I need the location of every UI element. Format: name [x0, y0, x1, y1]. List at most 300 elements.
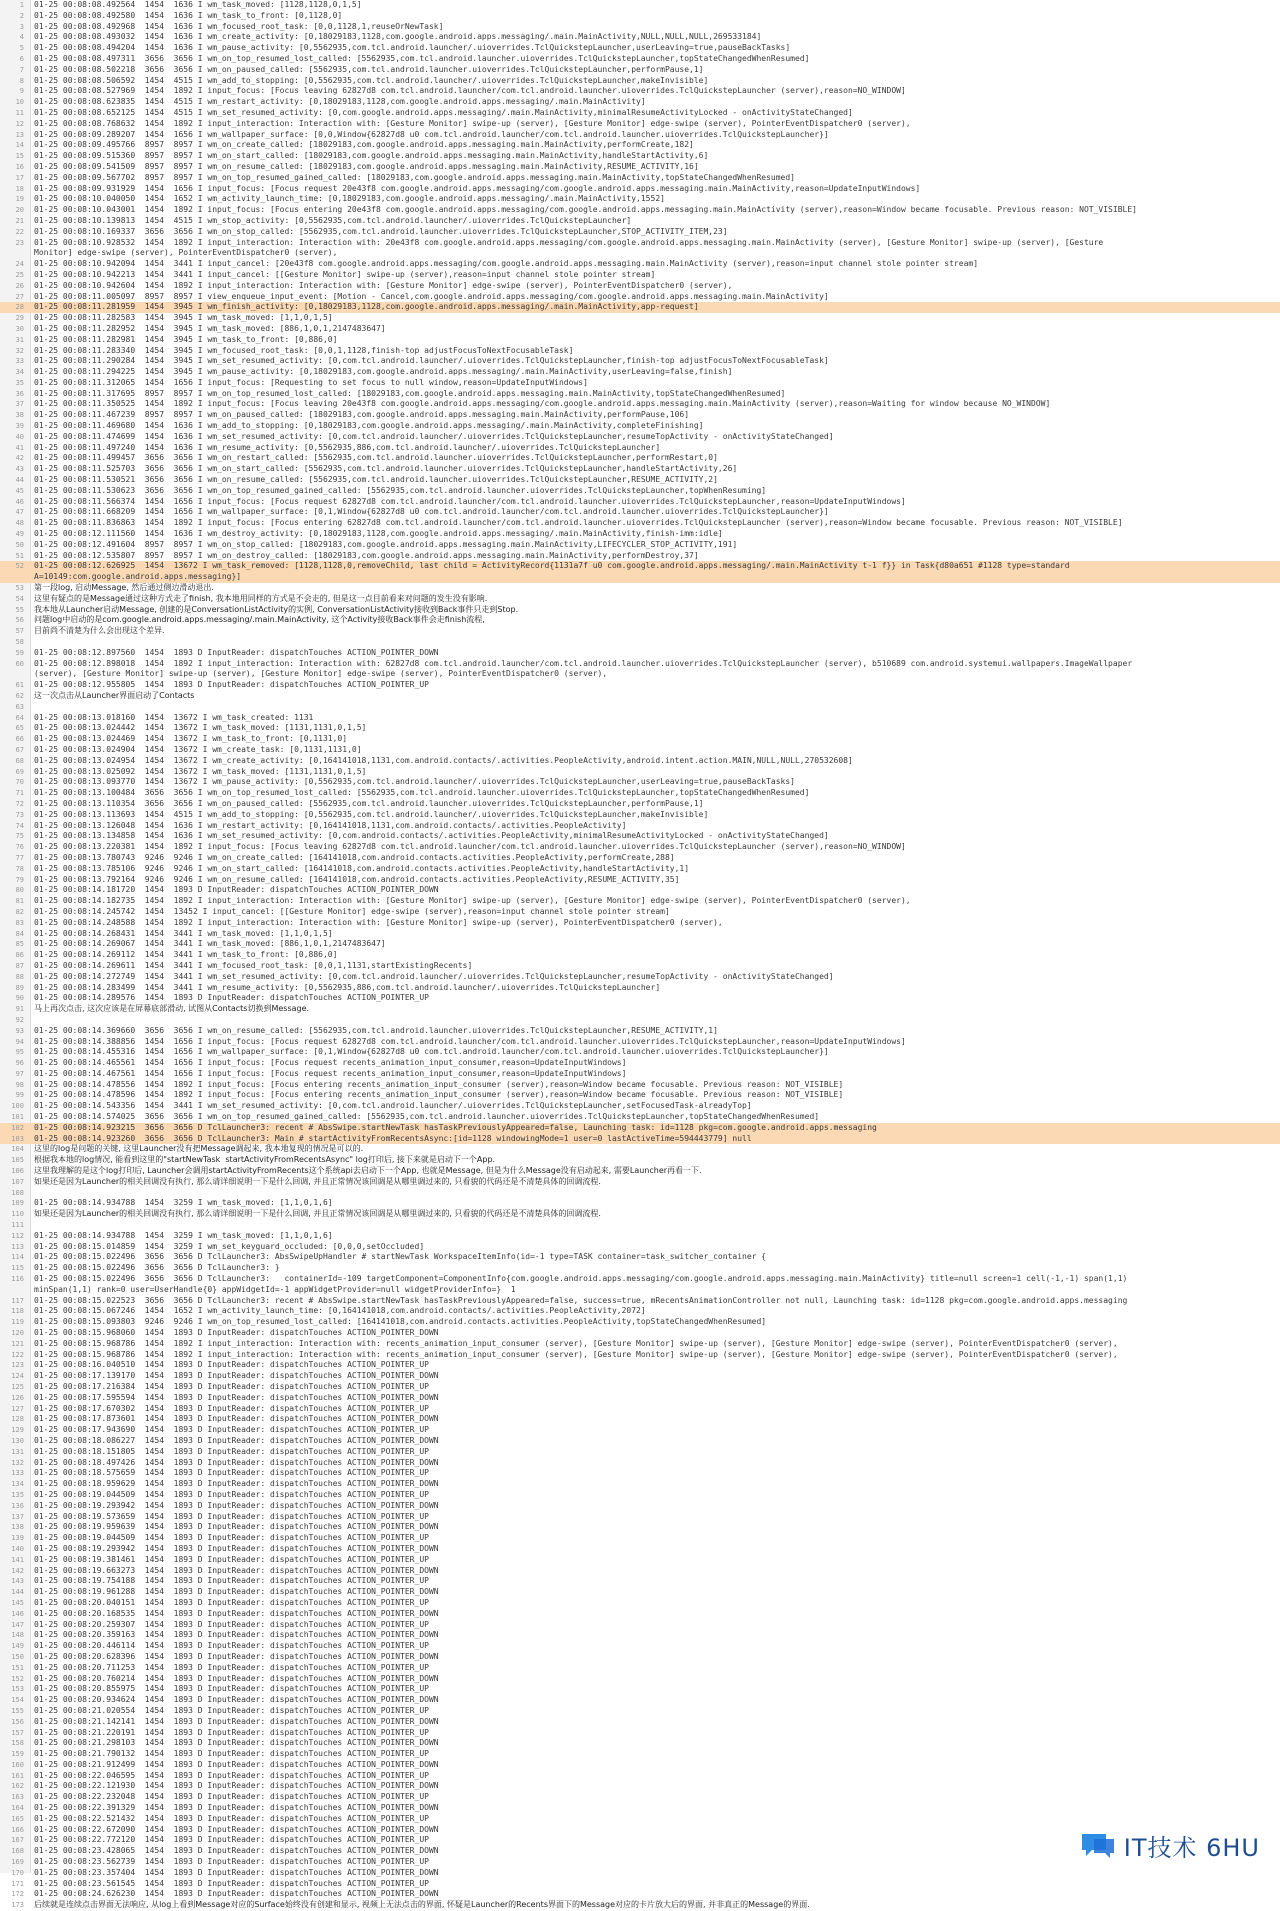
line-number: 153 [11, 1685, 24, 1694]
line-text: 01-25 00:08:15.093803 9246 9246 I wm_on_top_resumed_lost_called: [164141018,com.android.contacts.activities.PeopleActivity,topStateChangedWhenResumed] [34, 1317, 767, 1327]
log-line [0, 1350, 1280, 1361]
line-number: 133 [11, 1469, 24, 1478]
line-number: 27 [15, 292, 24, 301]
log-line [0, 86, 1280, 97]
log-line [0, 767, 1280, 778]
line-number: 165 [11, 1814, 24, 1823]
line-text: 01-25 00:08:08.506592 1454 4515 I wm_add_to_stopping: [0,5562935,com.tcl.android.launcher/.uioverrides.TclQuickstepLauncher,makeInvisible] [34, 75, 709, 85]
log-line [0, 248, 1280, 259]
line-number: 15 [15, 152, 24, 161]
log-line [0, 972, 1280, 983]
line-number: 80 [15, 886, 24, 895]
line-number: 45 [15, 486, 24, 495]
line-number: 14 [15, 141, 24, 150]
line-text: 01-25 00:08:19.044509 1454 1893 D InputReader: dispatchTouches ACTION_POINTER_UP [34, 1533, 429, 1543]
line-text: 01-25 00:08:22.046595 1454 1893 D InputReader: dispatchTouches ACTION_POINTER_UP [34, 1770, 429, 1780]
line-text: 01-25 00:08:11.281959 1454 3945 I wm_finish_activity: [0,18029183,1128,com.google.android.apps.messaging/.main.MainActivity,app-request] [34, 302, 699, 312]
line-number: 40 [15, 432, 24, 441]
line-number: 59 [15, 648, 24, 657]
line-text: 01-25 00:08:14.543356 1454 3441 I wm_set_resumed_activity: [0,com.tcl.android.launcher/.uioverrides.TclQuickstepLauncher,setFocusedTask-alreadyTop] [34, 1101, 752, 1111]
line-number: 140 [11, 1544, 24, 1553]
line-number: 127 [11, 1404, 24, 1413]
line-text: 目前尚不清楚为什么会出现这个差异. [34, 626, 165, 636]
line-text: 01-25 00:08:22.521432 1454 1893 D InputReader: dispatchTouches ACTION_POINTER_UP [34, 1813, 429, 1823]
line-text: 01-25 00:08:15.968786 1454 1892 I input_interaction: Interaction with: recents_animation_input_consumer (server), [Gesture Monitor] swipe-up (server), [Gesture Monitor] edge-swipe (server), PointerEventDispatcher0 (server), [34, 1349, 1118, 1359]
line-text: 01-25 00:08:11.350525 1454 1892 I input_focus: [Focus leaving 20e43f8 com.google.android.apps.messaging/com.google.android.apps.messaging.main.MainActivity (server),reason=Waiting for window because NO_WINDOW] [34, 399, 1051, 409]
line-number: 121 [11, 1339, 24, 1348]
line-number: 107 [11, 1177, 24, 1186]
line-text: 根据我本地的log情况, 能看到这里的"startNewTask startActivityFromRecentsAsync" log打印后, 接下来就是启动下一个App. [34, 1155, 496, 1165]
log-line [0, 551, 1280, 562]
log-line [0, 54, 1280, 65]
line-number: 29 [15, 314, 24, 323]
line-number: 75 [15, 832, 24, 841]
line-number: 38 [15, 411, 24, 420]
line-text: 01-25 00:08:17.943690 1454 1893 D InputReader: dispatchTouches ACTION_POINTER_UP [34, 1425, 429, 1435]
line-number: 4 [19, 33, 24, 42]
line-number: 6 [19, 54, 24, 63]
line-number: 52 [15, 562, 24, 571]
line-number: 149 [11, 1642, 24, 1651]
line-text: 01-25 00:08:11.525703 3656 3656 I wm_on_start_called: [5562935,com.tcl.android.launcher.uioverrides.TclQuickstepLauncher,handleStartActivity,26] [34, 464, 738, 474]
line-number: 48 [15, 519, 24, 528]
line-text: 问题log中启动的是com.google.android.apps.messaging/.main.MainActivity, 这个Activity接收Back事件会走finish流程, [34, 615, 485, 625]
line-text: 这里我理解的是这个log打印后, Launcher会调用startActivityFromRecents这个系统api去启动下一个App, 也就是Message, 但是为什么Message没有启动起来, 需要Launcher再看一下. [34, 1166, 702, 1176]
log-line [0, 939, 1280, 950]
speech-bubble-logo-icon [1078, 1830, 1118, 1860]
line-text: 01-25 00:08:10.040050 1454 1652 I wm_activity_launch_time: [0,18029183,com.google.android.apps.messaging/.main.MainActivity,1552] [34, 194, 665, 204]
line-number: 47 [15, 508, 24, 517]
log-line [0, 410, 1280, 421]
line-text: 01-25 00:08:13.785106 9246 9246 I wm_on_start_called: [164141018,com.android.contacts.activities.PeopleActivity,handleStartActivity,1] [34, 863, 690, 873]
line-text: 01-25 00:08:15.014859 1454 3259 I wm_set_keyguard_occluded: [0,0,0,setOccluded] [34, 1241, 425, 1251]
line-number: 109 [11, 1199, 24, 1208]
log-line [0, 896, 1280, 907]
log-line [0, 734, 1280, 745]
line-number: 67 [15, 745, 24, 754]
line-number: 17 [15, 173, 24, 182]
line-number: 105 [11, 1156, 24, 1165]
log-line [0, 875, 1280, 886]
line-text: 01-25 00:08:11.294225 1454 3945 I wm_pause_activity: [0,18029183,com.google.android.apps.messaging/.main.MainActivity,userLeaving=false,finish] [34, 367, 733, 377]
line-text: 01-25 00:08:14.269067 1454 3441 I wm_task_moved: [886,1,0,1,2147483647] [34, 939, 386, 949]
log-line [0, 151, 1280, 162]
line-text: 01-25 00:08:08.492564 1454 1636 I wm_task_moved: [1128,1128,0,1,5] [34, 0, 362, 9]
line-text: 01-25 00:08:14.923260 3656 3656 D TclLauncher3: Main # startActivityFromRecentsAsync:[id=1128 windowingMode=1 user=0 lastActiveTime=594443779] null [34, 1133, 752, 1143]
log-line [0, 356, 1280, 367]
log-line [0, 1252, 1280, 1263]
line-number: 116 [11, 1275, 24, 1284]
log-line [0, 399, 1280, 410]
line-text: 01-25 00:08:18.959629 1454 1893 D InputReader: dispatchTouches ACTION_POINTER_DOWN [34, 1479, 439, 1489]
line-number: 172 [11, 1890, 24, 1899]
line-number: 118 [11, 1307, 24, 1316]
log-line [0, 810, 1280, 821]
line-number: 141 [11, 1555, 24, 1564]
line-text: 01-25 00:08:18.086227 1454 1893 D InputReader: dispatchTouches ACTION_POINTER_DOWN [34, 1435, 439, 1445]
highlighted-log-line [0, 572, 1280, 583]
line-number: 79 [15, 875, 24, 884]
log-line [0, 907, 1280, 918]
line-text: 01-25 00:08:19.381461 1454 1893 D InputReader: dispatchTouches ACTION_POINTER_UP [34, 1554, 429, 1564]
line-number: 128 [11, 1415, 24, 1424]
line-number: 44 [15, 476, 24, 485]
line-text: 01-25 00:08:11.290284 1454 3945 I wm_set_resumed_activity: [0,com.tcl.android.launcher/.uioverrides.TclQuickstepLauncher,finish-top adjustFocusToNextFocusableTask] [34, 356, 829, 366]
line-number: 86 [15, 951, 24, 960]
log-line [0, 1404, 1280, 1415]
log-line [0, 1263, 1280, 1274]
log-line [0, 659, 1280, 670]
annotation-line [0, 583, 1280, 594]
watermark-text: IT技术 6HU [1123, 1833, 1260, 1862]
line-number: 130 [11, 1436, 24, 1445]
line-text: 01-25 00:08:14.388856 1454 1656 I input_focus: [Focus request 62827d8 com.tcl.android.launcher/com.tcl.android.launcher.uioverrides.TclQuickstepLauncher,reason=UpdateInputWindows] [34, 1036, 906, 1046]
line-number: 163 [11, 1793, 24, 1802]
log-line [0, 1479, 1280, 1490]
line-text: 这里有疑点的是Message通过这种方式走了finish, 我本地用同样的方式是不会走的, 但是这一点目前看来对问题的发生没有影响. [34, 593, 488, 603]
line-number: 64 [15, 713, 24, 722]
line-number: 167 [11, 1836, 24, 1845]
log-line [0, 1360, 1280, 1371]
line-number: 87 [15, 961, 24, 970]
line-text: 01-25 00:08:21.220191 1454 1893 D InputReader: dispatchTouches ACTION_POINTER_UP [34, 1727, 429, 1737]
line-text: 01-25 00:08:14.182735 1454 1892 I input_interaction: Interaction with: [Gesture Monitor] swipe-up (server), [Gesture Monitor] edge-swipe (server), PointerEventDispatcher0 (server), [34, 896, 911, 906]
line-text: 01-25 00:08:20.168535 1454 1893 D InputReader: dispatchTouches ACTION_POINTER_DOWN [34, 1608, 439, 1618]
line-number: 85 [15, 940, 24, 949]
line-number: 135 [11, 1490, 24, 1499]
log-line [0, 1436, 1280, 1447]
line-text: 01-25 00:08:14.369660 3656 3656 I wm_on_resume_called: [5562935,com.tcl.android.launcher.uioverrides.TclQuickstepLauncher,RESUME_ACTIVITY,1] [34, 1025, 718, 1035]
line-text: 01-25 00:08:22.672090 1454 1893 D InputReader: dispatchTouches ACTION_POINTER_DOWN [34, 1824, 439, 1834]
line-text: 01-25 00:08:10.942213 1454 3441 I input_cancel: [[Gesture Monitor] swipe-up (server),reason=input channel stole pointer stream] [34, 269, 656, 279]
log-line [0, 1242, 1280, 1253]
line-number: 143 [11, 1577, 24, 1586]
log-line [0, 1792, 1280, 1803]
line-text: 01-25 00:08:10.942604 1454 1892 I input_interaction: Interaction with: [Gesture Monitor] edge-swipe (server), PointerEventDispatcher0 (server), [34, 280, 733, 290]
line-text: 01-25 00:08:13.024904 1454 13672 I wm_create_task: [0,1131,1131,0] [34, 744, 362, 754]
line-text: 如果还是因为Launcher的相关回调没有执行, 那么请详细说明一下是什么回调, 并且正常情况该回调是从哪里调过来的, 只看貌的代码还是不清楚具体的回调流程. [34, 1176, 601, 1186]
log-line [0, 961, 1280, 972]
log-line [0, 432, 1280, 443]
line-number: 148 [11, 1631, 24, 1640]
line-text: 01-25 00:08:21.020554 1454 1893 D InputReader: dispatchTouches ACTION_POINTER_UP [34, 1705, 429, 1715]
line-number: 24 [15, 260, 24, 269]
log-line [0, 831, 1280, 842]
log-line [0, 475, 1280, 486]
log-line [0, 713, 1280, 724]
line-number: 100 [11, 1102, 24, 1111]
line-text: 01-25 00:08:14.269611 1454 3441 I wm_focused_root_task: [0,0,1,1131,startExistingRecents] [34, 960, 473, 970]
line-number: 77 [15, 853, 24, 862]
line-number: 66 [15, 735, 24, 744]
line-number: 13 [15, 130, 24, 139]
line-number: 58 [15, 638, 24, 647]
line-number: 3 [19, 22, 24, 31]
line-text: minSpan(1,1) rank=0 user=UserHandle{0} appWidgetId=-1 appWidgetProvider=null widgetProviderInfo=} 1 [34, 1284, 516, 1294]
log-line [0, 1090, 1280, 1101]
log-line [0, 1274, 1280, 1285]
log-line [0, 1803, 1280, 1814]
annotation-line [0, 1900, 1280, 1911]
line-number: 159 [11, 1750, 24, 1759]
line-text: 01-25 00:08:11.317695 8957 8957 I wm_on_top_resumed_lost_called: [18029183,com.google.android.apps.messaging.main.MainActivity,topStateChangedWhenResumed] [34, 388, 786, 398]
log-line [0, 993, 1280, 1004]
line-text: 01-25 00:08:19.754188 1454 1893 D InputReader: dispatchTouches ACTION_POINTER_UP [34, 1576, 429, 1586]
log-line [0, 367, 1280, 378]
line-number: 5 [19, 44, 24, 53]
line-text: 01-25 00:08:14.268431 1454 3441 I wm_task_moved: [1,1,0,1,5] [34, 928, 333, 938]
line-text: 01-25 00:08:22.121930 1454 1893 D InputReader: dispatchTouches ACTION_POINTER_DOWN [34, 1781, 439, 1791]
line-number: 171 [11, 1879, 24, 1888]
line-number: 120 [11, 1329, 24, 1338]
line-number: 161 [11, 1771, 24, 1780]
line-number: 72 [15, 799, 24, 808]
log-line [0, 1771, 1280, 1782]
log-line [0, 540, 1280, 551]
line-number: 41 [15, 443, 24, 452]
line-number: 8 [19, 76, 24, 85]
log-line [0, 1037, 1280, 1048]
line-text: 01-25 00:08:13.110354 3656 3656 I wm_on_paused_called: [5562935,com.tcl.android.launcher.uioverrides.TclQuickstepLauncher,performPause,1] [34, 798, 704, 808]
line-text: 01-25 00:08:14.289576 1454 1893 D InputReader: dispatchTouches ACTION_POINTER_UP [34, 993, 429, 1003]
line-text: 01-25 00:08:08.527969 1454 1892 I input_focus: [Focus leaving 62827d8 com.tcl.android.launcher/com.tcl.android.launcher.uioverrides.TclQuickstepLauncher (server),reason=NO_WINDOW] [34, 86, 906, 96]
log-line [0, 335, 1280, 346]
line-text: 01-25 00:08:11.668209 1454 1656 I wm_wallpaper_surface: [0,1,Window{62827d8 u0 com.tcl.android.launcher/com.tcl.android.launcher.uioverrides.TclQuickstepLauncher}] [34, 507, 829, 517]
line-number: 76 [15, 843, 24, 852]
log-line [0, 194, 1280, 205]
line-number: 90 [15, 994, 24, 1003]
line-number: 83 [15, 918, 24, 927]
line-text: 01-25 00:08:09.567702 8957 8957 I wm_on_top_resumed_gained_called: [18029183,com.google.android.apps.messaging.main.MainActivity,topStateChangedWhenResumed] [34, 172, 795, 182]
line-number: 91 [15, 1005, 24, 1014]
line-number: 137 [11, 1512, 24, 1521]
line-text: 01-25 00:08:09.931929 1454 1656 I input_focus: [Focus request 20e43f8 com.google.android.apps.messaging/com.google.android.apps.messaging.main.MainActivity,reason=UpdateInputWindows] [34, 183, 921, 193]
line-text: 01-25 00:08:20.359163 1454 1893 D InputReader: dispatchTouches ACTION_POINTER_DOWN [34, 1630, 439, 1640]
log-line [0, 518, 1280, 529]
log-line [0, 648, 1280, 659]
line-text: 01-25 00:08:18.151805 1454 1893 D InputReader: dispatchTouches ACTION_POINTER_UP [34, 1446, 429, 1456]
log-line [0, 799, 1280, 810]
line-text: 01-25 00:08:20.259307 1454 1893 D InputReader: dispatchTouches ACTION_POINTER_UP [34, 1619, 429, 1629]
log-line [0, 1285, 1280, 1296]
line-number: 155 [11, 1706, 24, 1715]
line-text: 01-25 00:08:09.495766 8957 8957 I wm_on_create_called: [18029183,com.google.android.apps.messaging.main.MainActivity,performCreate,182] [34, 140, 694, 150]
line-number: 57 [15, 627, 24, 636]
line-text: 01-25 00:08:14.269112 1454 3441 I wm_task_to_front: [0,886,0] [34, 950, 338, 960]
line-text: 01-25 00:08:14.478596 1454 1892 I input_focus: [Focus entering recents_animation_input_consumer (server),reason=Window became focusable. Previous reason: NOT_VISIBLE] [34, 1090, 844, 1100]
log-line [0, 162, 1280, 173]
line-text: 01-25 00:08:08.497311 3656 3656 I wm_on_top_resumed_lost_called: [5562935,com.tcl.android.launcher.uioverrides.TclQuickstepLauncher,topStateChangedWhenResumed] [34, 53, 810, 63]
line-number: 82 [15, 907, 24, 916]
line-text: 01-25 00:08:14.923215 3656 3656 D TclLauncher3: recent # AbsSwipe.startNewTask hasTaskPreviouslyAppeared=false, Launching task: id=1128 pkg=com.google.android.apps.messaging [34, 1122, 877, 1132]
line-text: 01-25 00:08:09.541509 8957 8957 I wm_on_resume_called: [18029183,com.google.android.apps.messaging.main.MainActivity,RESUME_ACTIVITY,16] [34, 161, 699, 171]
log-line [0, 1609, 1280, 1620]
log-line [0, 464, 1280, 475]
log-line [0, 443, 1280, 454]
log-line [0, 140, 1280, 151]
line-number: 74 [15, 821, 24, 830]
log-line [0, 1414, 1280, 1425]
annotation-line [0, 594, 1280, 605]
line-text: 01-25 00:08:21.142141 1454 1893 D InputReader: dispatchTouches ACTION_POINTER_DOWN [34, 1716, 439, 1726]
line-number: 169 [11, 1858, 24, 1867]
line-text: 01-25 00:08:23.562739 1454 1893 D InputReader: dispatchTouches ACTION_POINTER_UP [34, 1857, 429, 1867]
log-line [0, 1015, 1280, 1026]
line-text: 01-25 00:08:11.282981 1454 3945 I wm_task_to_front: [0,886,0] [34, 334, 338, 344]
line-number: 70 [15, 778, 24, 787]
line-text: 01-25 00:08:20.628396 1454 1893 D InputReader: dispatchTouches ACTION_POINTER_DOWN [34, 1651, 439, 1661]
line-number: 84 [15, 929, 24, 938]
line-number: 157 [11, 1728, 24, 1737]
line-number: 125 [11, 1383, 24, 1391]
log-line [0, 1080, 1280, 1091]
log-line [0, 756, 1280, 767]
log-line [0, 669, 1280, 680]
line-number: 46 [15, 497, 24, 506]
line-text: 01-25 00:08:11.283340 1454 3945 I wm_focused_root_task: [0,0,1,1128,finish-top adjustFocusToNextFocusableTask] [34, 345, 574, 355]
log-line [0, 108, 1280, 119]
line-text: 01-25 00:08:14.574025 3656 3656 I wm_on_top_resumed_gained_called: [5562935,com.tcl.android.launcher.uioverrides.TclQuickstepLauncher,topStateChangedWhenResumed] [34, 1112, 820, 1122]
log-line [0, 11, 1280, 22]
line-text: 01-25 00:08:13.126048 1454 1636 I wm_restart_activity: [0,164141018,1131,com.android.contacts/.activities.PeopleActivity] [34, 820, 627, 830]
log-line [0, 1425, 1280, 1436]
line-text: 01-25 00:08:18.497426 1454 1893 D InputReader: dispatchTouches ACTION_POINTER_DOWN [34, 1457, 439, 1467]
log-line [0, 1760, 1280, 1771]
line-number: 42 [15, 454, 24, 463]
line-text: 01-25 00:08:14.467561 1454 1656 I input_focus: [Focus request recents_animation_input_consumer,reason=UpdateInputWindows] [34, 1068, 627, 1078]
log-line [0, 1566, 1280, 1577]
log-line [0, 1717, 1280, 1728]
line-text: 01-25 00:08:15.968060 1454 1893 D InputReader: dispatchTouches ACTION_POINTER_DOWN [34, 1328, 439, 1338]
log-line [0, 1490, 1280, 1501]
line-text: 01-25 00:08:11.469680 1454 1636 I wm_add_to_stopping: [0,18029183,com.google.android.apps.messaging/.main.MainActivity,completeFinishing] [34, 421, 704, 431]
line-number: 122 [11, 1350, 24, 1359]
annotation-line [0, 1209, 1280, 1220]
log-line [0, 529, 1280, 540]
line-text: 01-25 00:08:19.573659 1454 1893 D InputReader: dispatchTouches ACTION_POINTER_UP [34, 1511, 429, 1521]
log-line [0, 1620, 1280, 1631]
line-number: 30 [15, 324, 24, 333]
line-number: 134 [11, 1480, 24, 1489]
log-line [0, 1749, 1280, 1760]
log-line [0, 842, 1280, 853]
line-number: 22 [15, 227, 24, 236]
annotation-line [0, 691, 1280, 702]
log-line [0, 1447, 1280, 1458]
annotation-line [0, 1177, 1280, 1188]
annotation-line [0, 615, 1280, 626]
line-text: 01-25 00:08:18.575659 1454 1893 D InputReader: dispatchTouches ACTION_POINTER_UP [34, 1468, 429, 1478]
line-text: 01-25 00:08:20.855975 1454 1893 D InputReader: dispatchTouches ACTION_POINTER_UP [34, 1684, 429, 1694]
line-text: 01-25 00:08:11.499457 3656 3656 I wm_on_restart_called: [5562935,com.tcl.android.launcher.uioverrides.TclQuickstepLauncher,performRestart,0] [34, 453, 718, 463]
line-number: 111 [11, 1221, 24, 1230]
line-number: 95 [15, 1048, 24, 1057]
line-text: 01-25 00:08:17.873601 1454 1893 D InputReader: dispatchTouches ACTION_POINTER_DOWN [34, 1414, 439, 1424]
line-number: 12 [15, 119, 24, 128]
log-line [0, 216, 1280, 227]
line-text: 01-25 00:08:14.272749 1454 3441 I wm_set_resumed_activity: [0,com.tcl.android.launcher/.uioverrides.TclQuickstepLauncher,resumeTopActivity - onActivityStateChanged] [34, 971, 834, 981]
line-number: 92 [15, 1015, 24, 1024]
log-line [0, 1112, 1280, 1123]
line-number: 138 [11, 1523, 24, 1532]
line-number: 108 [11, 1188, 24, 1197]
line-number: 150 [11, 1652, 24, 1661]
watermark [1072, 1825, 1266, 1865]
log-line [0, 1706, 1280, 1717]
line-number: 49 [15, 530, 24, 539]
log-line [0, 885, 1280, 896]
log-line [0, 1339, 1280, 1350]
highlighted-log-line [0, 561, 1280, 572]
log-line [0, 950, 1280, 961]
line-text: 01-25 00:08:15.022496 3656 3656 D TclLauncher3: } [34, 1263, 280, 1273]
line-text: 01-25 00:08:19.293942 1454 1893 D InputReader: dispatchTouches ACTION_POINTER_DOWN [34, 1500, 439, 1510]
log-line [0, 1630, 1280, 1641]
line-number: 123 [11, 1361, 24, 1370]
line-number: 21 [15, 216, 24, 225]
line-text: 01-25 00:08:11.282952 1454 3945 I wm_task_moved: [886,1,0,1,2147483647] [34, 323, 386, 333]
line-number: 55 [15, 605, 24, 614]
line-text: 01-25 00:08:22.391329 1454 1893 D InputReader: dispatchTouches ACTION_POINTER_DOWN [34, 1803, 439, 1813]
log-line [0, 1652, 1280, 1663]
log-line [0, 1026, 1280, 1037]
line-number: 145 [11, 1598, 24, 1607]
line-text: 01-25 00:08:11.566374 1454 1656 I input_focus: [Focus request 62827d8 com.tcl.android.launcher/com.tcl.android.launcher.uioverrides.TclQuickstepLauncher,reason=UpdateInputWindows] [34, 496, 906, 506]
line-text: 01-25 00:08:08.494204 1454 1636 I wm_pause_activity: [0,5562935,com.tcl.android.launcher/.uioverrides.TclQuickstepLauncher,userLeaving=true,pauseBackTasks] [34, 43, 791, 53]
line-text: 01-25 00:08:13.018160 1454 13672 I wm_task_created: 1131 [34, 712, 314, 722]
line-text: 01-25 00:08:19.961288 1454 1893 D InputReader: dispatchTouches ACTION_POINTER_DOWN [34, 1587, 439, 1597]
line-text: 01-25 00:08:11.530623 3656 3656 I wm_on_top_resumed_gained_called: [5562935,com.tcl.android.launcher.uioverrides.TclQuickstepLauncher,topWhenResuming] [34, 485, 767, 495]
log-line [0, 313, 1280, 324]
log-line [0, 270, 1280, 281]
line-text: 01-25 00:08:14.934788 1454 3259 I wm_task_moved: [1,1,0,1,6] [34, 1230, 333, 1240]
line-number: 23 [15, 238, 24, 247]
line-number: 117 [11, 1296, 24, 1305]
line-text: 01-25 00:08:08.623835 1454 4515 I wm_restart_activity: [0,18029183,1128,com.google.android.apps.messaging/.main.MainActivity] [34, 97, 646, 107]
line-text: 01-25 00:08:12.491604 8957 8957 I wm_on_stop_called: [18029183,com.google.android.apps.messaging.main.MainActivity,LIFECYCLER_STOP_ACTIVITY,191] [34, 539, 738, 549]
line-number: 112 [11, 1231, 24, 1240]
log-line [0, 1663, 1280, 1674]
line-number: 10 [15, 98, 24, 107]
line-number: 78 [15, 864, 24, 873]
log-line [0, 1684, 1280, 1695]
log-line [0, 1695, 1280, 1706]
line-text: A=10149:com.google.android.apps.messaging}] [34, 572, 242, 582]
line-text: 01-25 00:08:12.535807 8957 8957 I wm_on_destroy_called: [18029183,com.google.android.apps.messaging.main.MainActivity,performDestroy,37] [34, 550, 699, 560]
log-line [0, 421, 1280, 432]
log-line [0, 76, 1280, 87]
line-text: 01-25 00:08:13.024954 1454 13672 I wm_create_activity: [0,164141018,1131,com.android.contacts/.activities.PeopleActivity,android.intent.action.MAIN,NULL,NULL,270532608] [34, 755, 853, 765]
line-number: 124 [11, 1372, 24, 1381]
line-text: 01-25 00:08:15.067246 1454 1652 I wm_activity_launch_time: [0,164141018,com.android.contacts/.activities.PeopleActivity,2072] [34, 1306, 646, 1316]
annotation-line [0, 626, 1280, 637]
line-text: 01-25 00:08:10.139813 1454 4515 I wm_stop_activity: [0,5562935,com.tcl.android.launcher/.uioverrides.TclQuickstepLauncher] [34, 215, 632, 225]
line-text: 01-25 00:08:19.044509 1454 1893 D InputReader: dispatchTouches ACTION_POINTER_UP [34, 1489, 429, 1499]
line-number: 9 [19, 87, 24, 96]
line-number: 19 [15, 195, 24, 204]
line-number: 131 [11, 1447, 24, 1456]
log-line [0, 1296, 1280, 1307]
line-number: 154 [11, 1696, 24, 1705]
log-line [0, 65, 1280, 76]
log-line [0, 1598, 1280, 1609]
line-number: 146 [11, 1609, 24, 1618]
line-text: 01-25 00:08:22.772120 1454 1893 D InputReader: dispatchTouches ACTION_POINTER_UP [34, 1835, 429, 1845]
log-line [0, 378, 1280, 389]
line-text: 01-25 00:08:11.282583 1454 3945 I wm_task_moved: [1,1,0,1,5] [34, 313, 333, 323]
log-line [0, 1587, 1280, 1598]
line-text: 01-25 00:08:13.100484 3656 3656 I wm_on_top_resumed_lost_called: [5562935,com.tcl.android.launcher.uioverrides.TclQuickstepLauncher,topStateChangedWhenResumed] [34, 788, 810, 798]
